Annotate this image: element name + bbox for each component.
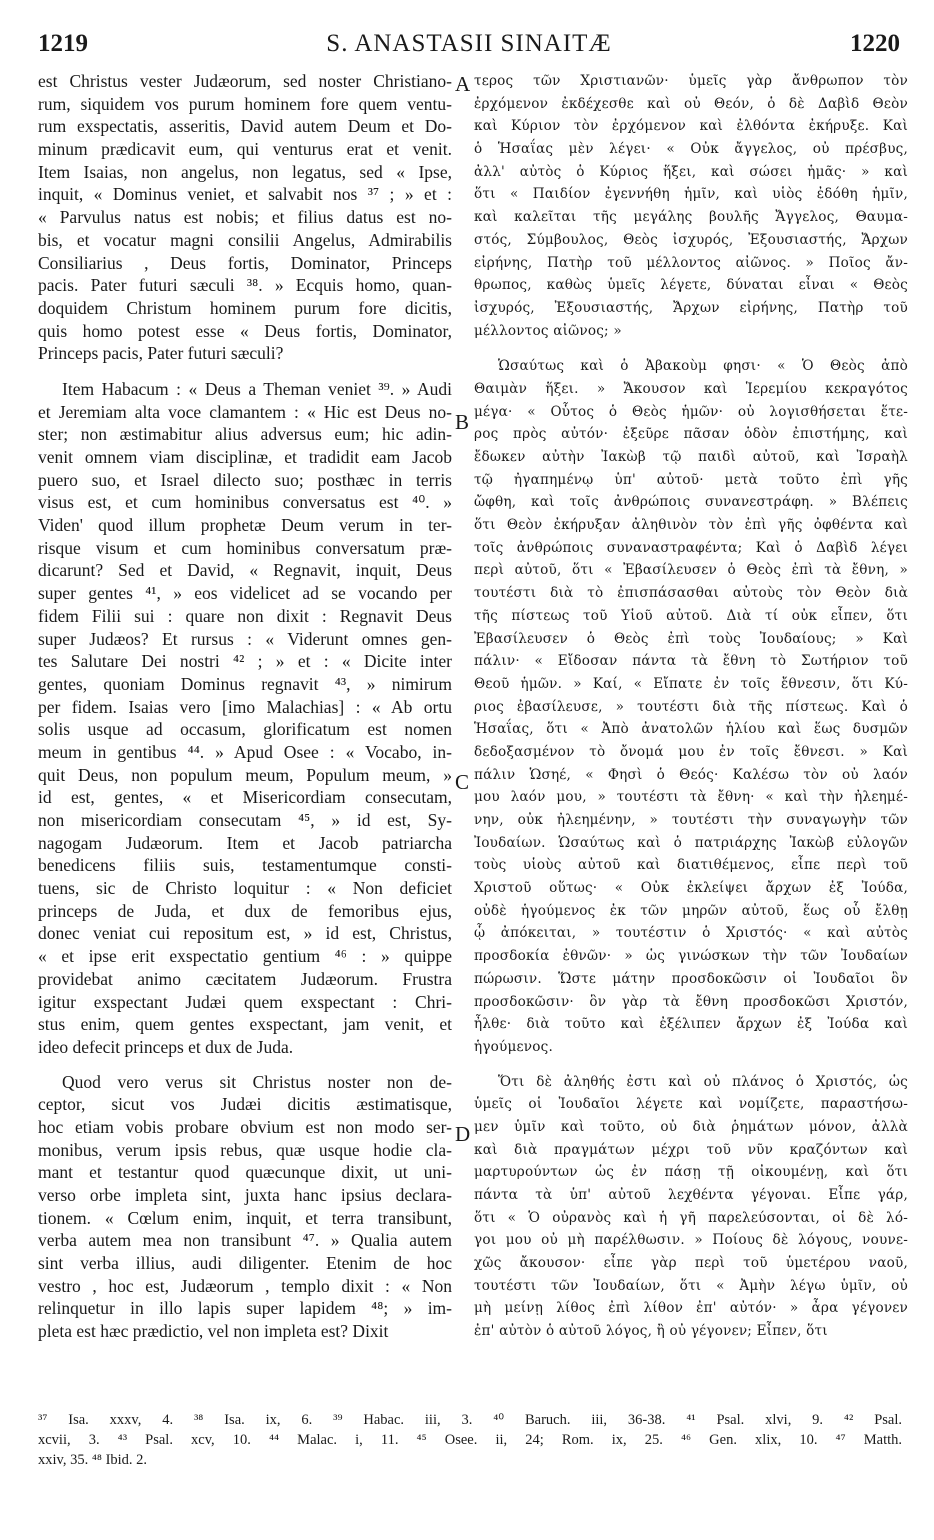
- paragraph-gap: [474, 1059, 908, 1071]
- paragraph-gap: [38, 365, 452, 378]
- text-line: sint verba illius, audi diligenter. Etenim de hoc: [38, 1253, 452, 1274]
- text-line: non misericordiam consecutam ⁴⁵, » id est, Sy-: [38, 810, 452, 830]
- text-line: puero suo, et Israel dilecto suo; posthæc in terris: [38, 469, 452, 490]
- text-line: χῶς ἄκουσον· εἶπε γὰρ περὶ τοῦ ὑμετέρου ναοῦ,: [474, 1255, 908, 1272]
- text-line: « Parvulus natus est nobis; et filius datus est no-: [38, 207, 452, 228]
- text-line: μεν ὑμῖν καὶ τοῦτο, οὐ διὰ ῥημάτων μόνον, ἀλλὰ: [474, 1118, 908, 1135]
- text-line: igitur exspectant Judæi quem exspectant : Chri-: [38, 991, 452, 1012]
- text-line: στός, Σύμβουλος, Θεὸς ἰσχυρός, Ἐξουσιαστής, Ἄρχων: [474, 231, 908, 248]
- text-line: ἦλθε· διὰ τοῦτο καὶ ἐξέλιπεν ἄρχων ἐξ Ἰούδα καὶ: [474, 1016, 908, 1033]
- text-line: πώρωσιν. Ὥστε μάτην προσδοκῶσιν οἱ Ἰουδαῖοι ὃν: [474, 970, 908, 987]
- greek-paragraph-1: [474, 70, 908, 342]
- text-line: ᾧ ἀπόκειται, » τουτέστιν ὁ Χριστός· « καὶ αὐτὸς: [474, 925, 908, 942]
- text-line: πάλιν Ὡσηέ, « Φησὶ ὁ Θεός· Καλέσω τὸν οὐ λαόν: [474, 766, 908, 783]
- text-line: τῆς πίστεως τοῦ Υἱοῦ αὐτοῦ. Διὰ τί οὐκ εἶπεν, ὅτι: [474, 607, 908, 624]
- text-line: Item Isaias, non angelus, non legatus, sed « Ipse,: [38, 161, 452, 182]
- text-line: θρωπος, καθὼς ὑμεῖς λέγετε, δύναται εἶναι « Θεὸς: [474, 277, 908, 294]
- text-line: benedicens filiis suis, testamentumque consti-: [38, 855, 452, 876]
- text-line: εἰρήνης, Πατὴρ τοῦ μέλλοντος αἰῶνος. » Ποῖος ἄν-: [474, 254, 908, 271]
- text-line: princeps de Juda, et dux de femoribus ejus,: [38, 900, 452, 921]
- text-line: pleta est hæc prædictio, vel non impleta est? Dixit: [38, 1321, 389, 1342]
- latin-paragraph-2: [38, 378, 452, 1059]
- text-line: περὶ αὐτοῦ, ὅτι « Ἐβασίλευσεν ὁ Θεὸς ἐπὶ τὰ ἔθνη, »: [474, 562, 908, 579]
- text-line: ὤφθη, καὶ τοῖς ἀνθρώποις συνανεστράφη. » Βλέπεις: [474, 494, 908, 511]
- text-line: bis, et vocatur magni consilii Angelus, Admirabilis: [38, 229, 452, 250]
- text-line: προσδοκία ἐθνῶν· » ὡς γινώσκων τὴν τῶν Ἰουδαίων: [474, 948, 908, 965]
- text-line: quit Deus, non populum meum, Populum meum, »: [38, 764, 452, 785]
- text-line: tuens, sic de Christo loquitur : « Non deficiet: [38, 878, 452, 899]
- paragraph-gap: [38, 1059, 452, 1071]
- text-line: Item Habacum : « Deus a Theman veniet ³⁹. » Audi: [62, 378, 452, 399]
- text-line: καὶ Κύριον τὸν ἐρχόμενον καὶ ἐλθόντα ἐκήρυξε. Καὶ: [474, 118, 908, 135]
- text-line: nagogam Judæorum. Item et Jacob patriarcha: [38, 832, 452, 853]
- text-line: καὶ διὰ πραγμάτων μέχρι τοῦ νῦν κραζόντων καὶ: [474, 1141, 908, 1158]
- text-line: ριος ἐβασίλευσε, » τουτέστι διὰ τῆς πίστεως. Καὶ ὁ: [474, 698, 908, 715]
- greek-paragraph-2: [474, 355, 908, 1058]
- text-line: providebat animo cæcitatem Judæorum. Frustra: [38, 968, 452, 989]
- text-line: pacis. Pater futuri sæculi ³⁸. » Ecquis homo, quan-: [38, 275, 452, 296]
- text-line: tionem. « Cœlum enim, inquit, et terra transibunt,: [38, 1207, 452, 1228]
- text-line: Consiliarius , Deus fortis, Dominator, Princeps: [38, 252, 452, 273]
- text-line: rum exspectatis, asseritis, David autem Deum et Do-: [38, 116, 452, 137]
- text-line: Χριστοῦ οὕτως· « Οὐκ ἐκλείψει ἄρχων ἐξ Ἰούδα,: [474, 880, 908, 897]
- text-line: super Judæos? Et rursus : « Viderunt omnes gen-: [38, 628, 452, 649]
- text-line: Ἰουδαίων. Ὡσαύτως καὶ ὁ πατριάρχης Ἰακὼβ εὐλογῶν: [474, 834, 908, 851]
- text-line: ἐρχόμενον ἐκδέχεσθε καὶ οὐ Θεόν, ὁ δὲ Δαβὶδ Θεὸν: [474, 95, 908, 112]
- text-line: Ἡσαΐας, ὅτι « Ἀπὸ ἀνατολῶν ἡλίου καὶ ἕως δυσμῶν: [474, 721, 908, 738]
- text-line: super gentes ⁴¹, » eos videlicet ad se vocando per: [38, 583, 452, 604]
- text-line: doquidem Christum hominem purum fore dicitis,: [38, 297, 452, 318]
- text-line: Princeps pacis, Pater futuri sæculi?: [38, 343, 284, 364]
- text-line: τερος τῶν Χριστιανῶν· ὑμεῖς γὰρ ἄνθρωπον τὸν: [474, 73, 908, 89]
- section-marker-a: A: [455, 72, 471, 96]
- page-number-right: 1220: [850, 30, 900, 57]
- text-line: gentes, quoniam Dominus regnavit ⁴³, » nimirum: [38, 673, 452, 694]
- text-line: xxiv, 35. ⁴⁸ Ibid. 2.: [38, 1452, 148, 1468]
- text-line: xcvii, 3. ⁴³ Psal. xcv, 10. ⁴⁴ Malac. i, 11. ⁴⁵ Osee. ii, 24; Rom. ix, 25. ⁴⁶ Gen. xlix, 10. ⁴⁷ Matth.: [38, 1432, 902, 1448]
- text-line: πάντα τὰ ὑπ' αὐτοῦ λεχθέντα γέγοναι. Εἶπε γάρ,: [474, 1187, 908, 1203]
- section-marker-d: D: [455, 1122, 471, 1146]
- greek-column: [474, 70, 908, 1343]
- page-number-left: 1219: [38, 30, 88, 57]
- text-line: quis homo potest esse « Deus fortis, Dominator,: [38, 320, 452, 341]
- text-line: ³⁷ Isa. xxxv, 4. ³⁸ Isa. ix, 6. ³⁹ Habac. iii, 3. ⁴⁰ Baruch. iii, 36-38. ⁴¹ Psal. xlvi, 9. ⁴² Psal.: [38, 1412, 902, 1428]
- text-line: προσδοκῶσιν· ὃν γὰρ τὰ ἔθνη προσδοκῶσι Χριστόν,: [474, 993, 908, 1010]
- paragraph-gap: [474, 342, 908, 355]
- text-line: ἀλλ' αὐτὸς ὁ Κύριος ἥξει, καὶ σώσει ἡμᾶς· » καὶ: [474, 163, 908, 180]
- text-line: τοῖς ἀνθρώποις συναναστραφέντα; Καὶ ὁ Δαβὶδ λέγει: [474, 539, 908, 556]
- text-line: μέγα· « Οὗτος ὁ Θεὸς ἡμῶν· οὐ λογισθήσεται ἕτε-: [474, 403, 908, 420]
- section-marker-b: B: [455, 410, 470, 434]
- greek-paragraph-3: [474, 1071, 908, 1343]
- text-line: meum in gentibus ⁴⁴. » Apud Osee : « Vocabo, in-: [38, 741, 452, 762]
- text-line: mant et testantur quod quæcunque dixit, ut uni-: [38, 1162, 452, 1183]
- text-line: ἰσχυρός, Ἐξουσιαστής, Ἄρχων εἰρήνης, Πατὴρ τοῦ: [474, 299, 908, 316]
- latin-paragraph-1: [38, 70, 452, 365]
- text-line: venit omnem viam disciplinæ, et tradidit eam Jacob: [38, 447, 452, 467]
- text-line: et Jeremiam alta voce clamantem : « Hic est Deus no-: [38, 401, 452, 422]
- text-line: ρος πρὸς αὐτόν· ἐξεῦρε πᾶσαν ὁδὸν ἐπιστήμης, καὶ: [474, 426, 908, 443]
- text-line: πάλιν· « Εἴδοσαν πάντα τὰ ἔθνη τὸ Σωτήριον τοῦ: [474, 653, 908, 670]
- footnotes: [38, 1410, 902, 1470]
- text-line: Ἐβασίλευσεν ὁ Θεὸς ἐπὶ τοὺς Ἰουδαίους; » Καὶ: [474, 630, 908, 647]
- text-line: ideo defecit princeps et dux de Juda.: [38, 1036, 294, 1057]
- text-line: ἔδωκεν αὐτὴν Ἰακὼβ τῷ παιδὶ αὐτοῦ, καὶ Ἰσραὴλ: [474, 449, 908, 465]
- text-line: risque visum et cum hominibus conversatum præ-: [38, 537, 452, 558]
- text-line: τῷ ἠγαπημένῳ ὑπ' αὐτοῦ· μετὰ τοῦτο ἐπὶ γῆς: [474, 471, 908, 488]
- text-line: ὅτι Θεὸν ἐκήρυξαν ἀληθινὸν τὸν ἐπὶ γῆς ὀφθέντα καὶ: [474, 517, 908, 534]
- text-line: τοὺς υἱοὺς αὐτοῦ καὶ διατιθέμενος, εἶπε περὶ τοῦ: [474, 857, 908, 874]
- text-line: minum prædicavit eum, qui venturus erat et venit.: [38, 139, 452, 160]
- text-line: ὅτι « Ὁ οὐρανὸς καὶ ἡ γῆ παρελεύσονται, οἱ δὲ λό-: [474, 1209, 908, 1226]
- text-line: ὁ Ἡσαΐας μὲν λέγει· « Οὐκ ἄγγελος, οὐ πρέσβυς,: [474, 141, 908, 158]
- text-line: per fidem. Isaias vero [imo Malachias] : « Ab ortu: [38, 696, 452, 717]
- text-line: δεδοξασμένον τὸ ὄνομά μου ἐν τοῖς ἔθνεσι. » Καὶ: [474, 743, 908, 760]
- text-line: rum, siquidem vos purum hominem fore quem ventu-: [38, 93, 452, 114]
- text-line: Quod vero verus sit Christus noster non de-: [62, 1071, 452, 1092]
- text-line: ster; non æstimabitur alius adversus eum; hic adin-: [38, 424, 452, 445]
- text-line: Ὡσαύτως καὶ ὁ Ἀβακοὺμ φησι· « Ὁ Θεὸς ἀπὸ: [498, 358, 908, 375]
- text-line: inquit, « Dominus veniet, et salvabit nos ³⁷ ; » et :: [38, 184, 452, 205]
- text-line: tes Salutare Dei nostri ⁴² ; » et : « Dicite inter: [38, 651, 452, 672]
- text-line: verba autem mea non transibunt ⁴⁷. » Qualia autem: [38, 1230, 452, 1251]
- text-line: ἐπ' αὐτὸν ὁ αὐτοῦ λόγος, ἢ οὐ γέγονεν; Εἶπεν, ὅτι: [474, 1323, 828, 1340]
- text-line: Ὅτι δὲ ἀληθής ἐστι καὶ οὐ πλάνος ὁ Χριστός, ὡς: [498, 1073, 908, 1090]
- text-line: solis usque ad occasum, glorificatum est nomen: [38, 719, 452, 740]
- text-line: vestro , hoc est, Judæorum , templo dixit : « Non: [38, 1275, 452, 1296]
- running-title: S. ANASTASII SINAITÆ: [326, 30, 612, 57]
- text-line: id est, gentes, « et Misericordiam consecutam,: [38, 787, 452, 808]
- latin-column: [38, 70, 452, 1343]
- text-line: est Christus vester Judæorum, sed noster Christiano-: [38, 71, 452, 91]
- text-line: monibus, verum ipsis rebus, quæ usque hodie cla-: [38, 1139, 452, 1160]
- text-line: ὑμεῖς οἱ Ἰουδαῖοι λέγετε καὶ νομίζετε, παραστήσω-: [474, 1096, 908, 1113]
- text-line: γοι μου οὐ μὴ παρέλθωσιν. » Ποίους δὲ λόγους, νουνε-: [474, 1232, 908, 1249]
- text-line: Θεοῦ ἡμῶν. » Καί, « Εἴπατε ἐν τοῖς ἔθνεσιν, ὅτι Κύ-: [474, 675, 908, 692]
- text-line: μου λαόν μου, » τουτέστι τὰ ἔθνη· « καὶ τὴν ἠλεημέ-: [474, 789, 908, 806]
- text-line: καὶ καλεῖται τῆς μεγάλης βουλῆς Ἄγγελος, Θαυμα-: [474, 209, 908, 226]
- text-line: ἡγούμενος.: [474, 1038, 553, 1055]
- text-line: donec veniat cui repositum est, » id est, Christus,: [38, 923, 452, 944]
- text-line: ὅτι « Παιδίον ἐγεννήθη ἡμῖν, καὶ υἱὸς ἐδόθη ἡμῖν,: [474, 186, 908, 203]
- text-line: visus est, et cum hominibus conversatus est ⁴⁰. »: [38, 492, 452, 513]
- text-line: τουτέστι τῶν Ἰουδαίων, ὅτι « Ἀμὴν λέγω ὑμῖν, οὐ: [474, 1277, 908, 1294]
- text-line: ceptor, sicut vos Judæi dicitis æstimatisque,: [38, 1094, 452, 1115]
- text-line: μὴ μείνῃ λίθος ἐπὶ λίθον ἐπ' αὐτόν· » ἆρα γέγονεν: [474, 1300, 908, 1317]
- text-line: οὐδὲ ἡγούμενος ἐκ τῶν μηρῶν αὐτοῦ, ἕως οὗ ἔλθῃ: [474, 902, 908, 919]
- text-line: stus enim, quem gentes exspectant, jam venit, et: [38, 1014, 452, 1035]
- text-line: τουτέστι διὰ τὸ ἐπισπάσασθαι αὐτοὺς τὸν Θεὸν διὰ: [474, 585, 908, 602]
- section-marker-c: C: [455, 770, 470, 794]
- text-line: dicarunt? Sed et David, « Regnavit, inquit, Deus: [38, 560, 452, 581]
- text-line: Viden' quod illum prophetæ Deum verum in ter-: [38, 515, 452, 536]
- text-line: Θαιμὰν ἥξει. » Ἄκουσον καὶ Ἱερεμίου κεκραγότος: [474, 380, 908, 397]
- text-line: fidem Filii sui : quare non dixit : Regnavit Deus: [38, 605, 452, 626]
- text-line: νην, οὐκ ἠλεημένην, » τουτέστι τὴν συναγωγὴν τῶν: [474, 812, 908, 828]
- page-header: [38, 30, 900, 60]
- latin-paragraph-3: [38, 1071, 452, 1343]
- text-line: hoc etiam vobis probare obvium est non modo ser-: [38, 1116, 452, 1137]
- text-line: μέλλοντος αἰῶνος; »: [474, 322, 622, 339]
- text-line: relinquetur in illo lapis super lapidem ⁴⁸; » im-: [38, 1298, 452, 1319]
- text-line: « et ipse erit exspectatio gentium ⁴⁶ : » quippe: [38, 946, 452, 967]
- text-line: μαρτυρούντων ὡς ἐν πάσῃ τῇ οἰκουμένῃ, καὶ ὅτι: [474, 1164, 908, 1181]
- text-line: verso orbe impleta sint, juxta hanc ipsius declara-: [38, 1185, 452, 1205]
